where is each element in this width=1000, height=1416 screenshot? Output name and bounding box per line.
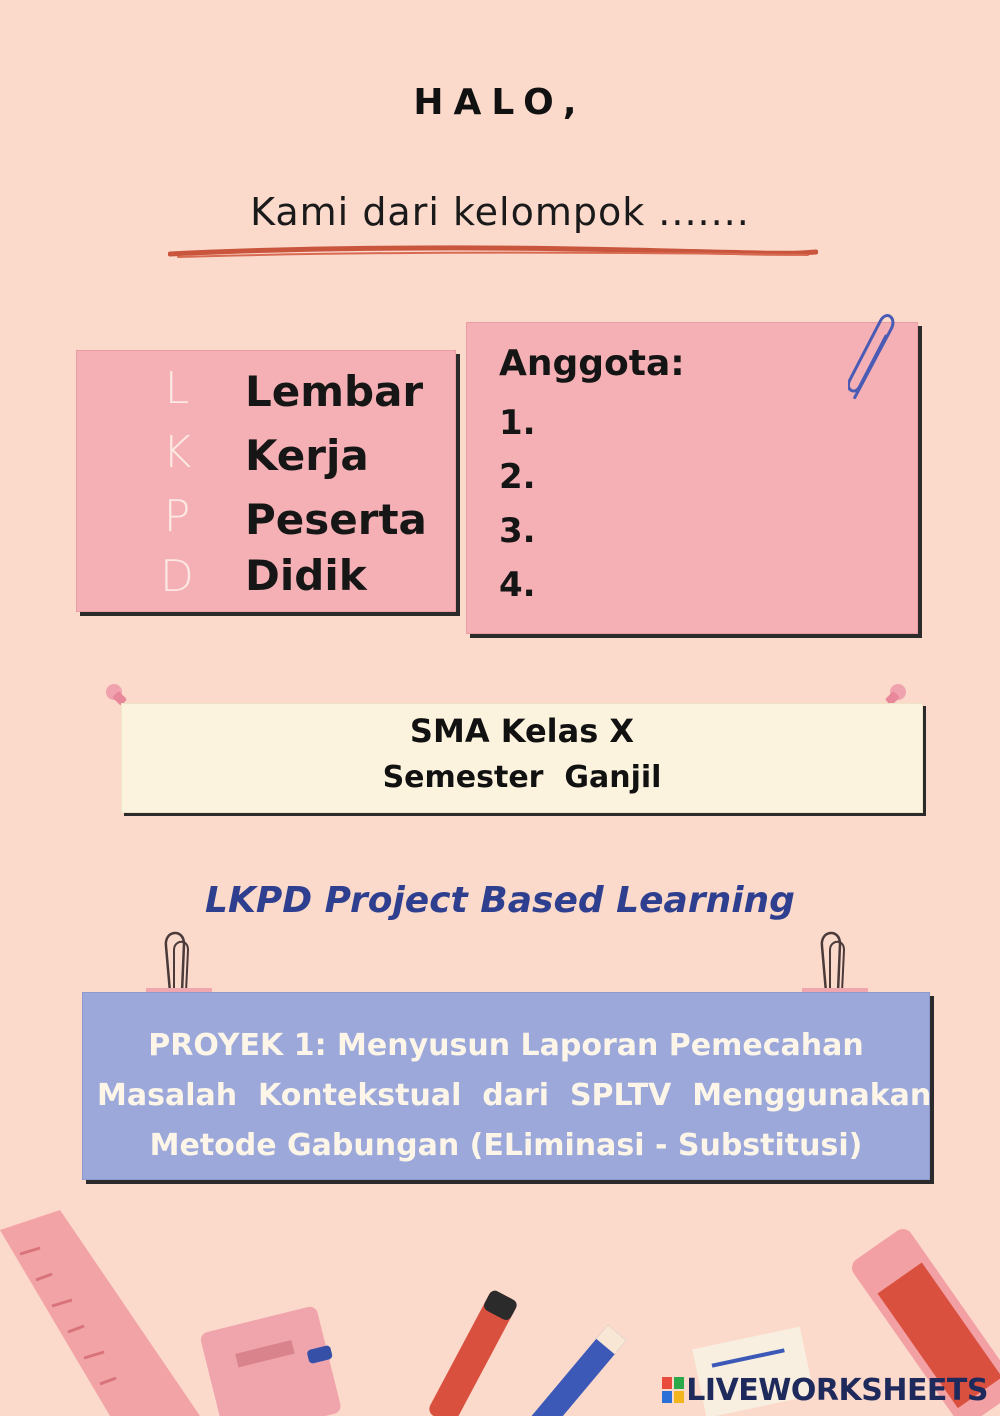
lkpd-row — [77, 363, 455, 427]
acronym-word: Didik — [245, 551, 367, 600]
class-info-card — [121, 703, 923, 813]
acronym-letter: P — [163, 491, 191, 542]
pencil-icon — [524, 1325, 626, 1416]
semester-label: Semester Ganjil — [382, 760, 662, 795]
pbl-title: LKPD Project Based Learning — [205, 880, 795, 921]
liveworksheets-logo-icon — [662, 1377, 684, 1403]
paperclip-icon — [848, 308, 896, 406]
members-title: Anggota: — [499, 343, 685, 384]
member-item: 3. — [499, 511, 536, 551]
member-item: 1. — [499, 403, 536, 443]
watermark-text: LIVEWORKSHEETS — [686, 1373, 988, 1408]
project-description — [97, 1021, 932, 1171]
pen-icon — [427, 1289, 519, 1416]
acronym-letter: L — [164, 363, 190, 414]
project-line: PROYEK 1: Menyusun Laporan Pemecahan — [148, 1028, 864, 1063]
project-line: Metode Gabungan (ELiminasi - Substitusi) — [149, 1128, 863, 1163]
lkpd-acronym-card — [76, 350, 456, 612]
class-level: SMA Kelas X — [409, 712, 635, 750]
acronym-letter: D — [160, 551, 194, 602]
member-item: 2. — [499, 457, 536, 497]
lkpd-row — [77, 551, 455, 615]
notebook-icon — [199, 1304, 346, 1416]
brush-underline — [168, 242, 818, 262]
lkpd-row — [77, 427, 455, 491]
project-line: Masalah Kontekstual dari SPLTV Menggunakan — [97, 1078, 932, 1113]
lkpd-row — [77, 491, 455, 555]
greeting-heading: HALO, — [413, 82, 587, 123]
ruler-icon — [0, 1210, 200, 1416]
group-name-line: Kami dari kelompok ....... — [250, 190, 750, 234]
member-item: 4. — [499, 565, 536, 605]
acronym-letter: K — [162, 427, 192, 478]
acronym-word: Kerja — [245, 431, 369, 480]
acronym-word: Lembar — [245, 367, 424, 416]
project-card — [82, 992, 930, 1180]
acronym-word: Peserta — [245, 495, 427, 544]
watermark — [662, 1373, 988, 1408]
